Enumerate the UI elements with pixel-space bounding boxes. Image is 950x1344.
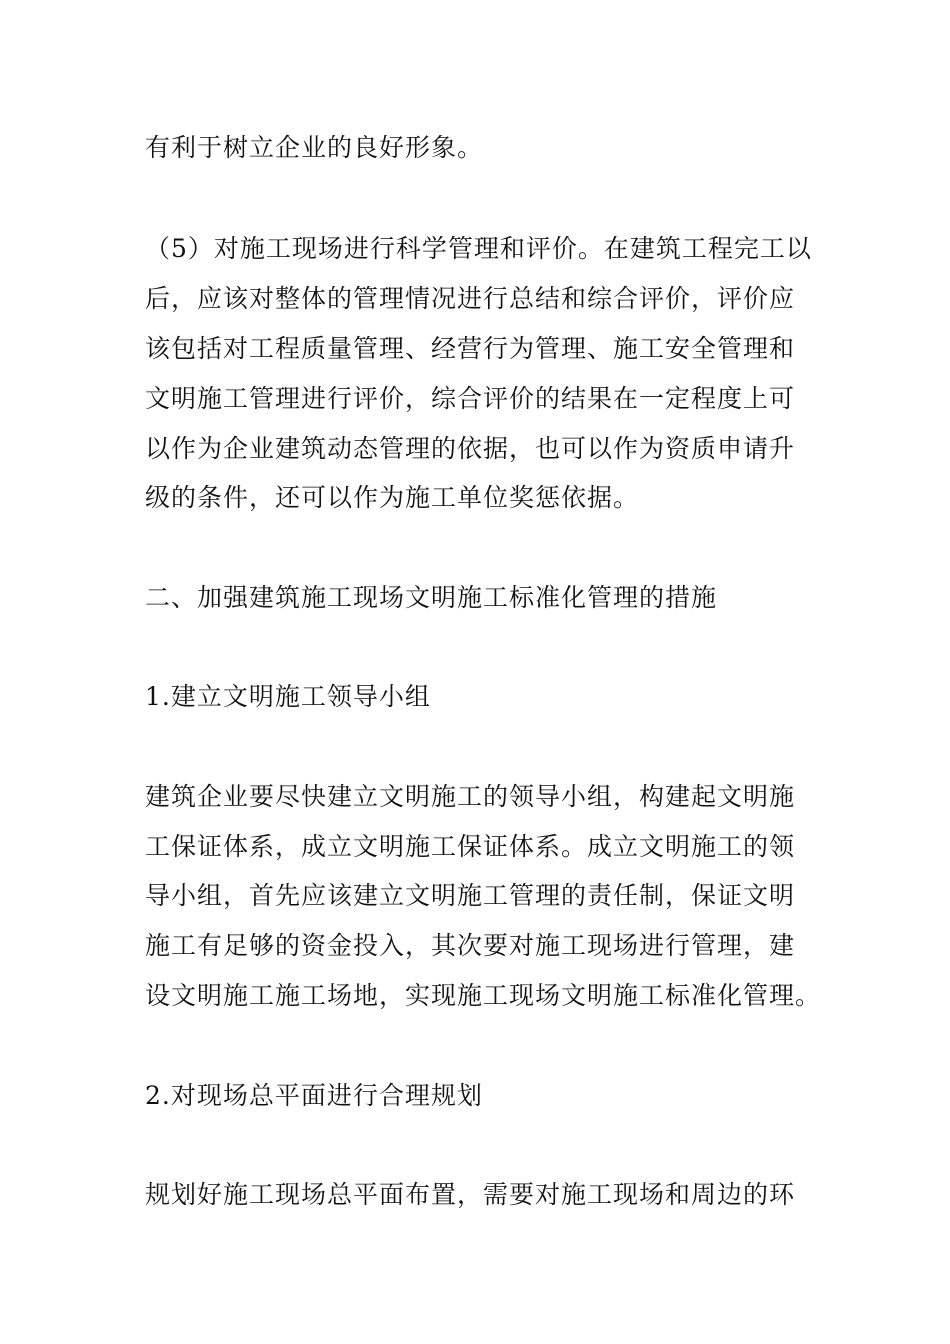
subsection-heading: 1.建立文明施工领导小组 (145, 682, 431, 711)
paragraph-line: 规划好施工现场总平面布置，需要对施工现场和周边的环 (145, 1180, 796, 1209)
paragraph-line: 施工有足够的资金投入，其次要对施工现场进行管理，建 (145, 931, 796, 960)
paragraph-line: 以作为企业建筑动态管理的依据，也可以作为资质申请升 (145, 434, 796, 463)
paragraph-line: 文明施工管理进行评价，综合评价的结果在一定程度上可 (145, 384, 796, 413)
paragraph-line: 有利于树立企业的良好形象。 (145, 133, 484, 162)
paragraph-line: 工保证体系，成立文明施工保证体系。成立文明施工的领 (145, 832, 796, 861)
section-heading: 二、加强建筑施工现场文明施工标准化管理的措施 (145, 583, 718, 612)
paragraph-line: 建筑企业要尽快建立文明施工的领导小组，构建起文明施 (145, 782, 796, 811)
paragraph-line: 导小组，首先应该建立文明施工管理的责任制，保证文明 (145, 881, 796, 910)
subsection-heading: 2.对现场总平面进行合理规划 (145, 1081, 483, 1110)
paragraph-line: 级的条件，还可以作为施工单位奖惩依据。 (145, 483, 640, 512)
paragraph-line: 后，应该对整体的管理情况进行总结和综合评价，评价应 (145, 284, 796, 313)
paragraph-line: 设文明施工施工场地，实现施工现场文明施工标准化管理。 (145, 981, 822, 1010)
paragraph-line: （5）对施工现场进行科学管理和评价。在建筑工程完工以 (145, 234, 812, 263)
paragraph-line: 该包括对工程质量管理、经营行为管理、施工安全管理和 (145, 334, 796, 363)
